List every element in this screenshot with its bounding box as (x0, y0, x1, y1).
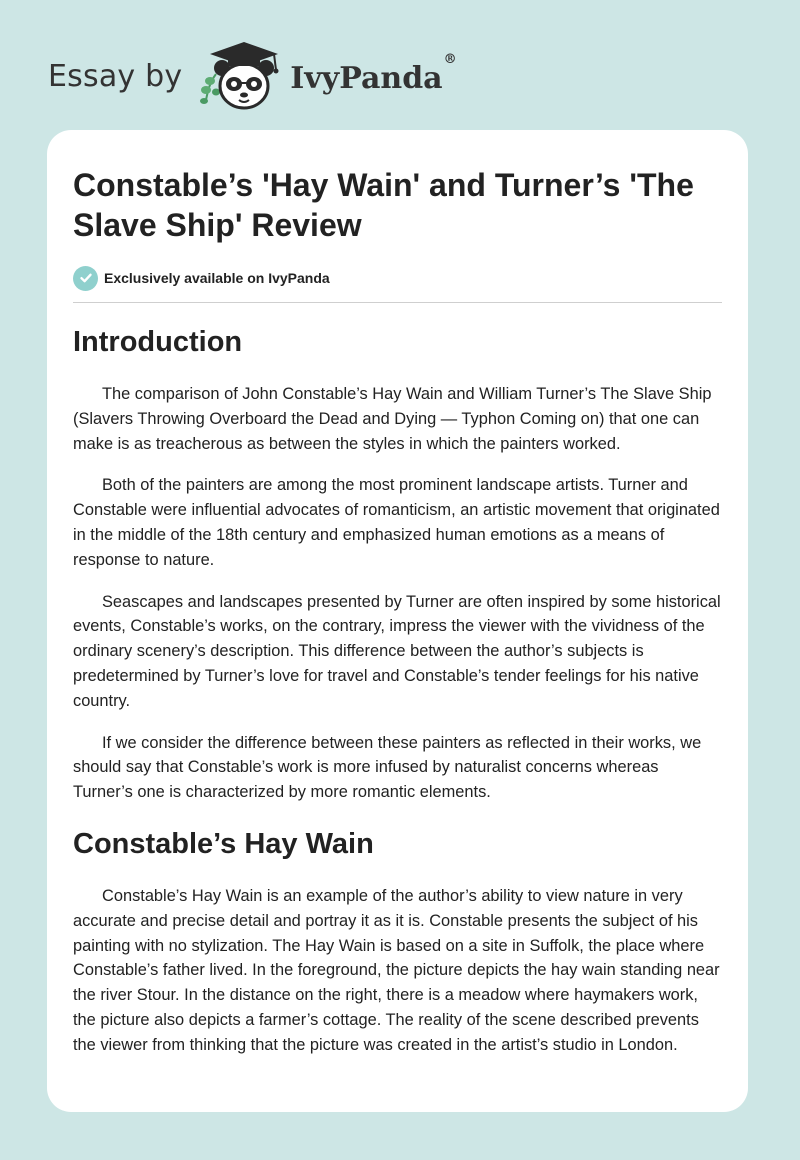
section-heading: Introduction (73, 326, 243, 358)
brand-name (290, 51, 457, 96)
article-title: Constable’s 'Hay Wain' and Turner’s 'The Slave Ship' Review (73, 167, 694, 243)
paragraph: Seascapes and landscapes presented by Turner are often inspired by some historical events, Constable’s works, on the contrary, impress the viewer with the vividness of the ordinary scenery’s description. This difference between the author’s subjects is predetermined by Turner’s love for travel and Constable’s tender feelings for his native country. (73, 592, 721, 710)
paragraph: Both of the painters are among the most prominent landscape artists. Turner and Constable were influential advocates of romanticism, an artistic movement that originated in the middle of the 18th century and emphasized human emotions as a means of response to nature. (73, 476, 720, 569)
article-card (47, 130, 748, 1112)
paragraph: Constable’s Hay Wain is an example of the author’s ability to view nature in very accurate and precise detail and portray it as it is. Constable presents the subject of his painting with no stylization. The Hay Wain is based on a site in Suffolk, the place where Constable’s father lived. In the foreground, the picture depicts the hay wain standing near the river Stour. In the distance on the right, there is a meadow where haymakers work, the picture also depicts a farmer’s cottage. The reality of the scene described prevents the viewer from thinking that the picture was created in the artist’s studio in London. (73, 886, 720, 1054)
section-hay-wain (73, 827, 722, 1058)
paragraph: The comparison of John Constable’s Hay Wain and William Turner’s The Slave Ship (Slavers Throwing Overboard the Dead and Dying — Typhon Coming on) that one can make is as treacherous as between the styles in which the painters worked. (73, 385, 712, 453)
check-circle-icon (73, 266, 98, 291)
essay-by-label: Essay by (48, 58, 183, 94)
exclusive-badge-text: Exclusively available on IvyPanda (104, 270, 330, 286)
divider (73, 302, 722, 303)
section-introduction (73, 325, 722, 805)
brand-name-text: IvyPanda (290, 60, 443, 96)
section-heading: Constable’s Hay Wain (73, 827, 374, 860)
registered-mark: ® (443, 51, 457, 67)
panda-graduate-icon (196, 38, 288, 114)
site-header (48, 36, 457, 116)
exclusive-badge (73, 265, 722, 291)
paragraph: If we consider the difference between these painters as reflected in their works, we should say that Constable’s work is more infused by naturalist concerns whereas Turner’s one is characterized by more romantic elements. (73, 733, 702, 802)
